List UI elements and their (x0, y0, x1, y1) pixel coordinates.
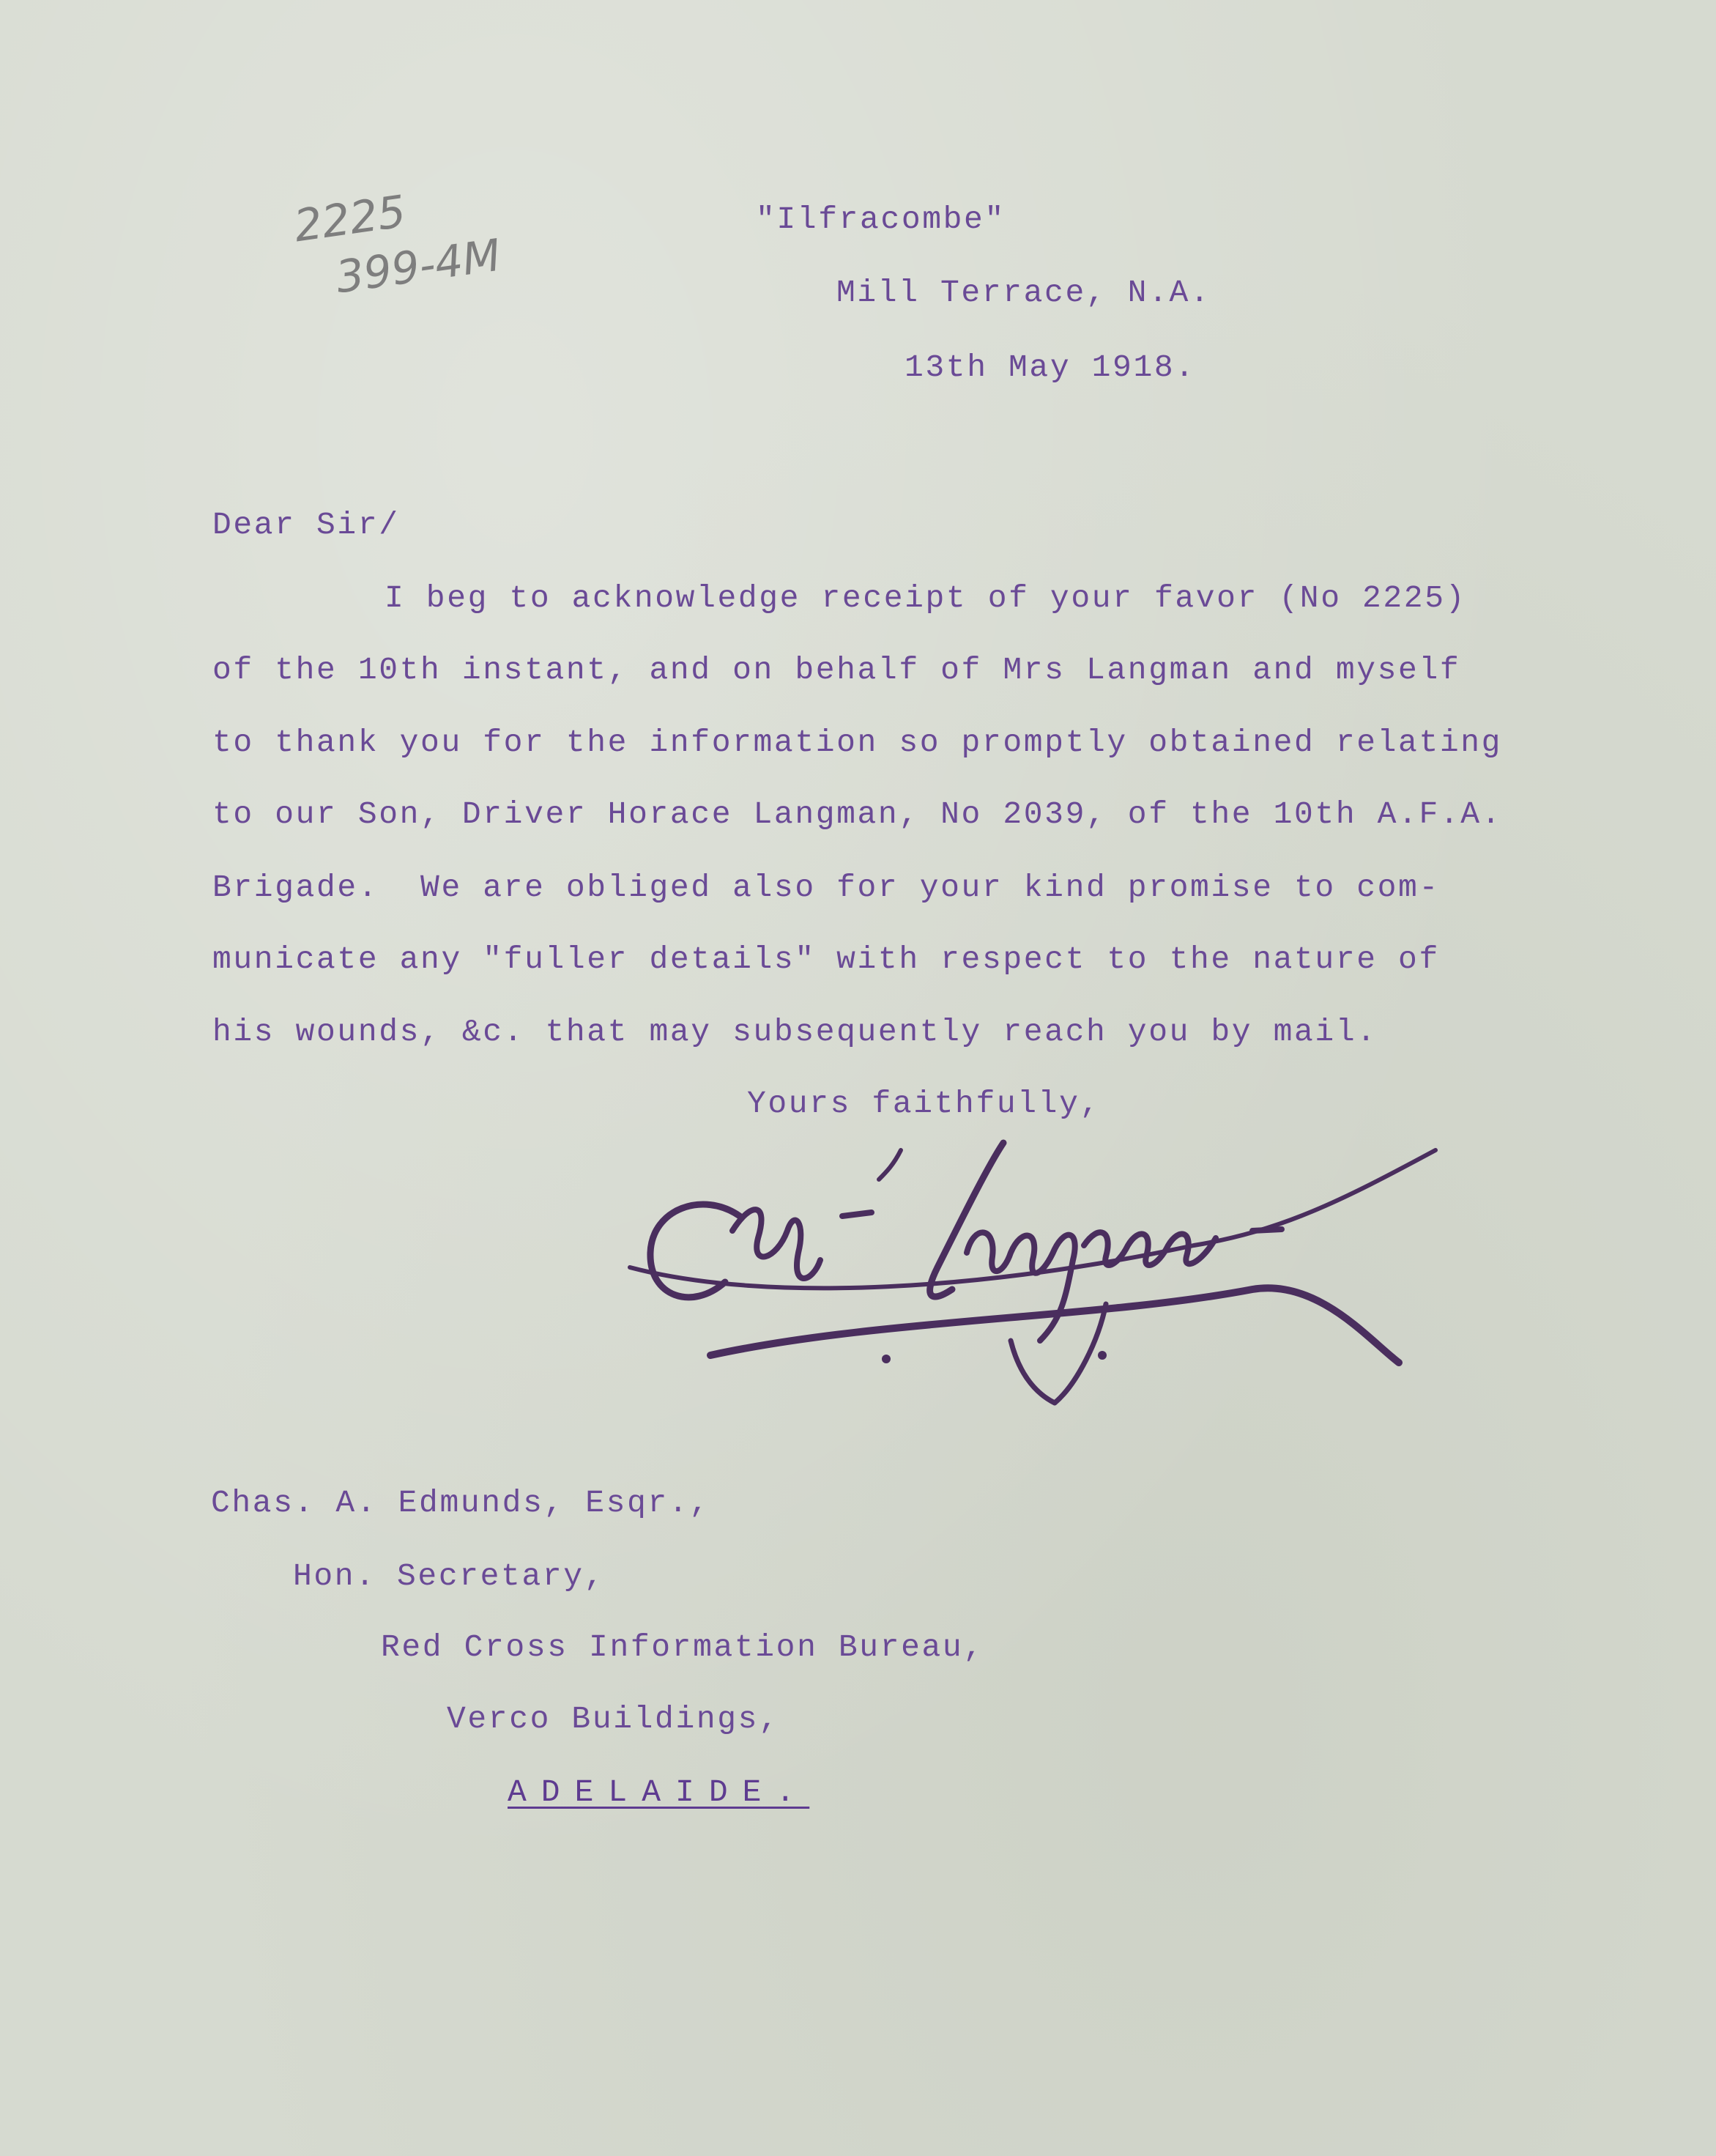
signature (623, 1121, 1450, 1429)
salutation: Dear Sir/ (212, 507, 400, 543)
closing: Yours faithfully, (747, 1086, 1101, 1122)
sender-street: Mill Terrace, N.A. (836, 275, 1211, 311)
recipient-city: ADELAIDE. (508, 1774, 810, 1810)
recipient-organization: Red Cross Information Bureau, (381, 1629, 984, 1665)
recipient-title: Hon. Secretary, (293, 1558, 606, 1594)
recipient-name: Chas. A. Edmunds, Esqr., (211, 1485, 710, 1521)
body-line-4: to our Son, Driver Horace Langman, No 2039, of the 10th A.F.A. (212, 796, 1503, 832)
body-line-6: municate any "fuller details" with respect to the nature of (212, 941, 1440, 977)
letter-date: 13th May 1918. (905, 349, 1196, 385)
pencil-note-file-number: 399-4M (333, 229, 504, 304)
sender-house-name: "Ilfracombe" (756, 201, 1006, 237)
body-line-1: I beg to acknowledge receipt of your favor (No 2225) (385, 580, 1467, 616)
body-line-5: Brigade. We are obliged also for your kind promise to com- (212, 870, 1440, 905)
recipient-building: Verco Buildings, (447, 1701, 780, 1737)
body-line-2: of the 10th instant, and on behalf of Mrs Langman and myself (212, 652, 1461, 688)
pencil-note-reference: 2225 (291, 185, 409, 253)
body-line-7: his wounds, &c. that may subsequently reach you by mail. (212, 1014, 1378, 1050)
body-line-3: to thank you for the information so promptly obtained relating (212, 725, 1503, 760)
